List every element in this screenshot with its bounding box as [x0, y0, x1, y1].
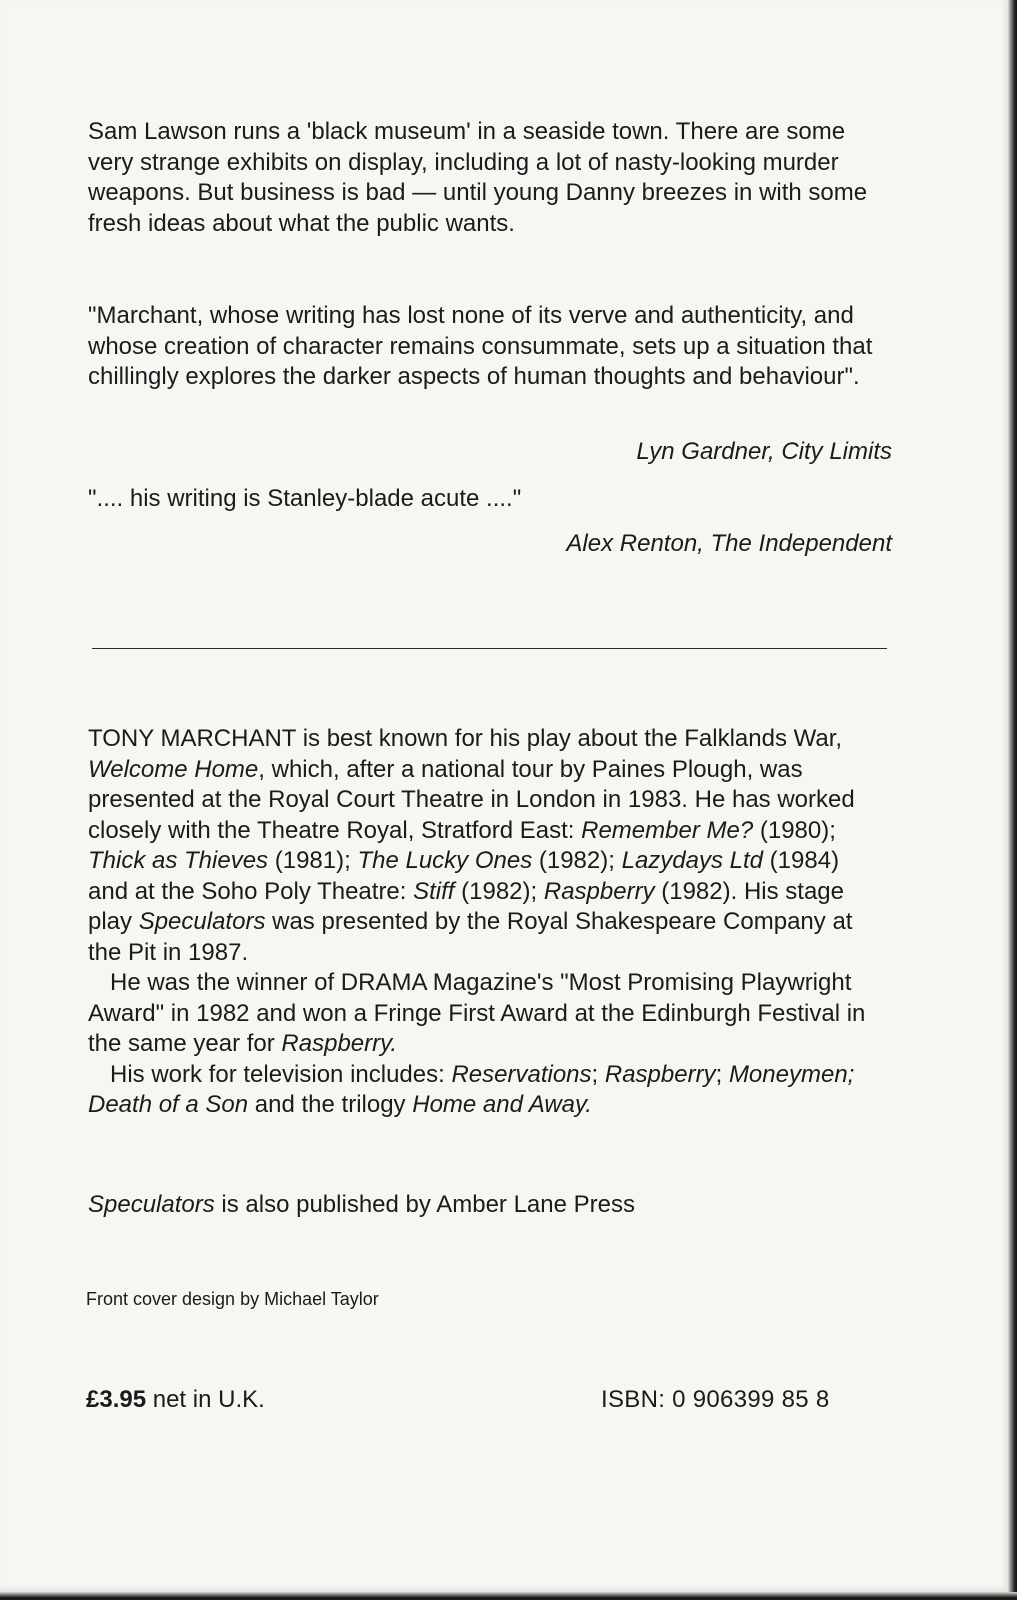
bio-text: (1982);	[532, 847, 622, 874]
review-quote-2: ".... his writing is Stanley-blade acute ...."	[88, 485, 522, 512]
bio-paragraph-1	[88, 724, 878, 968]
publisher-note: is also published by Amber Lane Press	[214, 1191, 635, 1218]
play-title: Welcome Home	[88, 755, 259, 783]
play-title: Raspberry.	[281, 1030, 398, 1057]
bio-text: , which, after a national tour by Paines Plough, was presented at the Royal Court Theatre in London in 1983. He has worked closely with the Theatre Royal, Stratford East:	[88, 755, 855, 844]
play-title: Reservations	[451, 1060, 592, 1088]
bio-text: (1982);	[454, 877, 544, 905]
play-title: The Lucky Ones	[357, 847, 533, 874]
isbn: ISBN: 0 906399 85 8	[601, 1386, 830, 1413]
review-attribution-2: Alex Renton, The Independent	[566, 530, 892, 557]
book-title: Speculators	[88, 1191, 215, 1218]
also-published-note	[88, 1190, 878, 1221]
price-suffix: net in U.K.	[146, 1386, 265, 1413]
review-attribution-1: Lyn Gardner, City Limits	[636, 438, 892, 465]
bio-paragraph-3	[88, 1060, 878, 1121]
play-title: Moneymen; Death of a Son	[88, 1060, 855, 1118]
bio-text: TONY MARCHANT is best known for his play about the Falklands War,	[88, 725, 843, 752]
price-amount: £3.95	[86, 1386, 147, 1413]
bio-text: (1982). His stage play	[88, 877, 844, 935]
play-title: Raspberry	[604, 1060, 716, 1088]
bio-text: (1984) and at the Soho Poly Theatre:	[88, 847, 840, 905]
author-bio	[88, 724, 878, 1121]
bio-text: His work for television includes:	[110, 1060, 452, 1088]
bio-text: was presented by the Royal Shakespeare Company at the Pit in 1987.	[88, 908, 853, 966]
play-title: Remember Me?	[581, 816, 754, 844]
page-edge-right	[1008, 0, 1017, 1600]
play-title: Speculators	[138, 908, 266, 935]
section-divider	[92, 648, 887, 649]
play-title: Raspberry	[543, 877, 655, 905]
review-quote-1: "Marchant, whose writing has lost none of its verve and authenticity, and whose creation of character remains consummate, sets up a situation that chillingly explores the darker aspects of human thoughts and behaviour".	[88, 302, 873, 390]
bio-text: ;	[715, 1060, 729, 1088]
play-title: Stiff	[413, 877, 455, 905]
bio-text: ;	[591, 1060, 605, 1088]
blurb-paragraph: Sam Lawson runs a 'black museum' in a seaside town. There are some very strange exhibits on display, including a lot of nasty-looking murder weapons. But business is bad — until young Danny breezes in with some fresh ideas about what the public wants.	[88, 118, 868, 237]
price	[86, 1386, 265, 1414]
bio-text: He was the winner of DRAMA Magazine's "Most Promising Playwright Award" in 1982 and won a Fringe First Award at the Edinburgh Festival in the same year for	[88, 969, 866, 1057]
bio-text: and the trilogy	[248, 1091, 413, 1118]
play-title: Thick as Thieves	[88, 847, 269, 874]
play-title: Home and Away.	[412, 1091, 592, 1118]
page-edge-bottom	[0, 1592, 1017, 1600]
bio-text: (1981);	[268, 847, 358, 874]
bio-paragraph-2	[88, 968, 878, 1060]
bio-text: (1980);	[753, 816, 836, 844]
cover-credit: Front cover design by Michael Taylor	[86, 1289, 379, 1309]
play-title: Lazydays Ltd	[621, 847, 764, 874]
